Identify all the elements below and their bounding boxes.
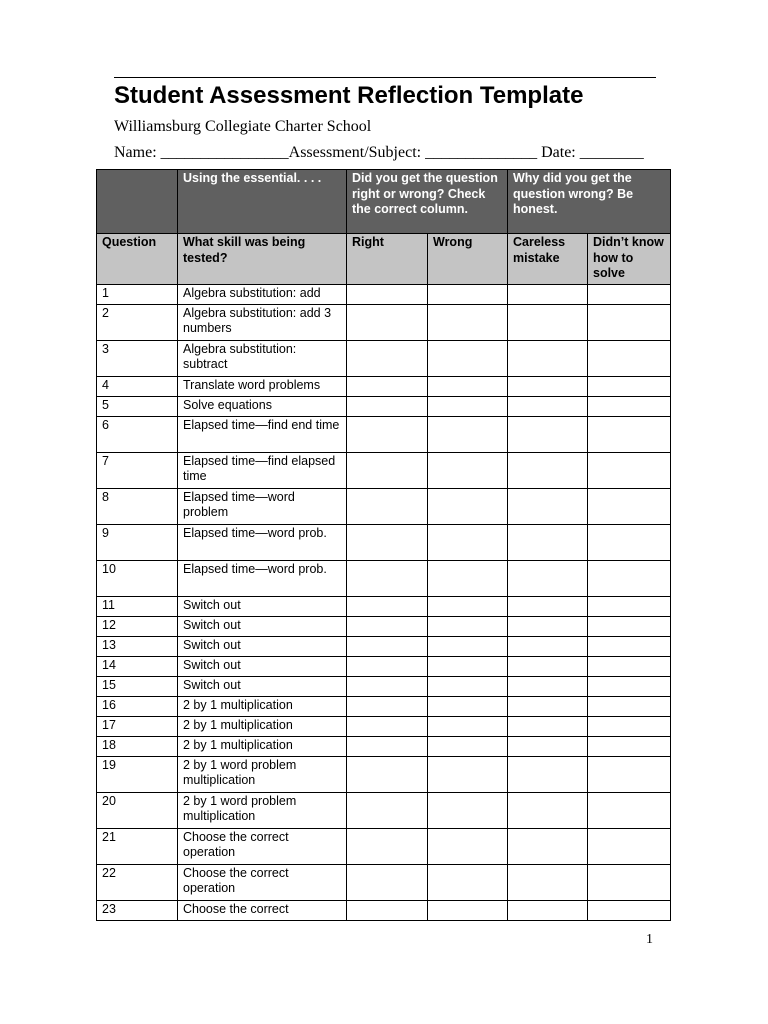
careless-mistake-check-cell[interactable] [508,416,588,452]
right-check-cell[interactable] [347,304,428,340]
didnt-know-check-cell[interactable] [588,676,671,696]
question-number-cell: 22 [97,864,178,900]
question-number-cell: 13 [97,636,178,656]
careless-mistake-check-cell[interactable] [508,756,588,792]
right-check-cell[interactable] [347,488,428,524]
wrong-check-cell[interactable] [428,756,508,792]
careless-mistake-check-cell[interactable] [508,900,588,920]
table-row [97,304,671,340]
skill-cell: Algebra substitution: subtract [178,340,347,376]
didnt-know-check-cell[interactable] [588,636,671,656]
column-header-question: Question [97,234,178,285]
skill-cell: Switch out [178,616,347,636]
skill-cell: Translate word problems [178,376,347,396]
didnt-know-check-cell[interactable] [588,716,671,736]
page-number: 1 [646,932,653,947]
table-row [97,616,671,636]
careless-mistake-check-cell[interactable] [508,284,588,304]
skill-cell: Switch out [178,636,347,656]
question-number-cell: 3 [97,340,178,376]
column-header-wrong: Wrong [428,234,508,285]
table-row [97,416,671,452]
question-number-cell: 20 [97,792,178,828]
didnt-know-check-cell[interactable] [588,696,671,716]
skill-cell: Algebra substitution: add 3 numbers [178,304,347,340]
right-check-cell[interactable] [347,284,428,304]
careless-mistake-check-cell[interactable] [508,676,588,696]
wrong-check-cell[interactable] [428,656,508,676]
question-number-cell: 1 [97,284,178,304]
didnt-know-check-cell[interactable] [588,656,671,676]
didnt-know-check-cell[interactable] [588,616,671,636]
wrong-check-cell[interactable] [428,596,508,616]
skill-cell: 2 by 1 word problem multiplication [178,756,347,792]
careless-mistake-check-cell[interactable] [508,488,588,524]
question-number-cell: 21 [97,828,178,864]
skill-cell: Algebra substitution: add [178,284,347,304]
table-row [97,524,671,560]
table-row [97,656,671,676]
right-check-cell[interactable] [347,756,428,792]
careless-mistake-check-cell[interactable] [508,828,588,864]
right-check-cell[interactable] [347,524,428,560]
question-number-cell: 9 [97,524,178,560]
right-check-cell[interactable] [347,596,428,616]
question-number-cell: 11 [97,596,178,616]
skill-cell: Choose the correct operation [178,828,347,864]
wrong-check-cell[interactable] [428,284,508,304]
question-number-cell: 12 [97,616,178,636]
question-number-cell: 8 [97,488,178,524]
group-header-essential: Using the essential. . . . [178,170,347,234]
table-row [97,716,671,736]
didnt-know-check-cell[interactable] [588,488,671,524]
right-check-cell[interactable] [347,792,428,828]
careless-mistake-check-cell[interactable] [508,656,588,676]
document-title: Student Assessment Reflection Template [114,82,584,109]
careless-mistake-check-cell[interactable] [508,304,588,340]
table-row [97,396,671,416]
skill-cell: 2 by 1 multiplication [178,716,347,736]
careless-mistake-check-cell[interactable] [508,560,588,596]
didnt-know-check-cell[interactable] [588,560,671,596]
school-name: Williamsburg Collegiate Charter School [114,118,372,135]
assessment-table [96,169,671,921]
right-check-cell[interactable] [347,900,428,920]
top-rule [114,77,656,78]
question-number-cell: 17 [97,716,178,736]
right-check-cell[interactable] [347,696,428,716]
table-group-header-row [97,170,671,234]
right-check-cell[interactable] [347,376,428,396]
skill-cell: 2 by 1 word problem multiplication [178,792,347,828]
question-number-cell: 5 [97,396,178,416]
didnt-know-check-cell[interactable] [588,900,671,920]
column-header-didnt-know: Didn’t know how to solve [588,234,671,285]
wrong-check-cell[interactable] [428,396,508,416]
right-check-cell[interactable] [347,656,428,676]
skill-cell: Elapsed time—word prob. [178,524,347,560]
group-header-right-wrong: Did you get the question right or wrong? Check the correct column. [347,170,508,234]
right-check-cell[interactable] [347,396,428,416]
question-number-cell: 2 [97,304,178,340]
skill-cell: Elapsed time—word prob. [178,560,347,596]
didnt-know-check-cell[interactable] [588,376,671,396]
didnt-know-check-cell[interactable] [588,452,671,488]
table-row [97,452,671,488]
right-check-cell[interactable] [347,864,428,900]
table-row [97,828,671,864]
right-check-cell[interactable] [347,452,428,488]
question-number-cell: 16 [97,696,178,716]
wrong-check-cell[interactable] [428,452,508,488]
wrong-check-cell[interactable] [428,416,508,452]
skill-cell: Elapsed time—find elapsed time [178,452,347,488]
table-row [97,696,671,716]
skill-cell: Switch out [178,656,347,676]
didnt-know-check-cell[interactable] [588,304,671,340]
didnt-know-check-cell[interactable] [588,524,671,560]
right-check-cell[interactable] [347,828,428,864]
careless-mistake-check-cell[interactable] [508,616,588,636]
wrong-check-cell[interactable] [428,560,508,596]
right-check-cell[interactable] [347,736,428,756]
skill-cell: Elapsed time—word problem [178,488,347,524]
right-check-cell[interactable] [347,716,428,736]
careless-mistake-check-cell[interactable] [508,524,588,560]
table-row [97,284,671,304]
wrong-check-cell[interactable] [428,792,508,828]
question-number-cell: 19 [97,756,178,792]
skill-cell: Elapsed time—find end time [178,416,347,452]
right-check-cell[interactable] [347,616,428,636]
table-row [97,676,671,696]
skill-cell: Choose the correct operation [178,864,347,900]
table-row [97,636,671,656]
right-check-cell[interactable] [347,636,428,656]
wrong-check-cell[interactable] [428,376,508,396]
question-number-cell: 14 [97,656,178,676]
careless-mistake-check-cell[interactable] [508,696,588,716]
table-row [97,864,671,900]
question-number-cell: 23 [97,900,178,920]
wrong-check-cell[interactable] [428,676,508,696]
wrong-check-cell[interactable] [428,864,508,900]
careless-mistake-check-cell[interactable] [508,596,588,616]
table-row [97,792,671,828]
didnt-know-check-cell[interactable] [588,792,671,828]
question-number-cell: 4 [97,376,178,396]
careless-mistake-check-cell[interactable] [508,792,588,828]
column-header-skill: What skill was being tested? [178,234,347,285]
right-check-cell[interactable] [347,676,428,696]
wrong-check-cell[interactable] [428,488,508,524]
careless-mistake-check-cell[interactable] [508,376,588,396]
didnt-know-check-cell[interactable] [588,828,671,864]
wrong-check-cell[interactable] [428,696,508,716]
wrong-check-cell[interactable] [428,304,508,340]
careless-mistake-check-cell[interactable] [508,340,588,376]
right-check-cell[interactable] [347,340,428,376]
wrong-check-cell[interactable] [428,828,508,864]
didnt-know-check-cell[interactable] [588,396,671,416]
wrong-check-cell[interactable] [428,900,508,920]
didnt-know-check-cell[interactable] [588,416,671,452]
table-row [97,596,671,616]
table-row [97,340,671,376]
right-check-cell[interactable] [347,560,428,596]
table-row [97,560,671,596]
name-assessment-date-line: Name: ________________Assessment/Subject: ______________ Date: ________ [114,144,644,161]
didnt-know-check-cell[interactable] [588,756,671,792]
question-number-cell: 6 [97,416,178,452]
wrong-check-cell[interactable] [428,736,508,756]
table-row [97,376,671,396]
careless-mistake-check-cell[interactable] [508,636,588,656]
didnt-know-check-cell[interactable] [588,284,671,304]
careless-mistake-check-cell[interactable] [508,396,588,416]
skill-cell: Solve equations [178,396,347,416]
skill-cell: Switch out [178,676,347,696]
table-row [97,900,671,920]
group-header-question [97,170,178,234]
wrong-check-cell[interactable] [428,524,508,560]
careless-mistake-check-cell[interactable] [508,736,588,756]
right-check-cell[interactable] [347,416,428,452]
didnt-know-check-cell[interactable] [588,596,671,616]
group-header-why-wrong: Why did you get the question wrong? Be honest. [508,170,671,234]
column-header-careless-mistake: Careless mistake [508,234,588,285]
table-row [97,756,671,792]
didnt-know-check-cell[interactable] [588,864,671,900]
question-number-cell: 15 [97,676,178,696]
skill-cell: 2 by 1 multiplication [178,696,347,716]
skill-cell: 2 by 1 multiplication [178,736,347,756]
table-column-header-row [97,234,671,285]
careless-mistake-check-cell[interactable] [508,864,588,900]
wrong-check-cell[interactable] [428,636,508,656]
table-row [97,736,671,756]
wrong-check-cell[interactable] [428,616,508,636]
careless-mistake-check-cell[interactable] [508,452,588,488]
careless-mistake-check-cell[interactable] [508,716,588,736]
column-header-right: Right [347,234,428,285]
question-number-cell: 18 [97,736,178,756]
skill-cell: Switch out [178,596,347,616]
wrong-check-cell[interactable] [428,716,508,736]
skill-cell: Choose the correct [178,900,347,920]
question-number-cell: 7 [97,452,178,488]
question-number-cell: 10 [97,560,178,596]
wrong-check-cell[interactable] [428,340,508,376]
table-row [97,488,671,524]
didnt-know-check-cell[interactable] [588,736,671,756]
didnt-know-check-cell[interactable] [588,340,671,376]
